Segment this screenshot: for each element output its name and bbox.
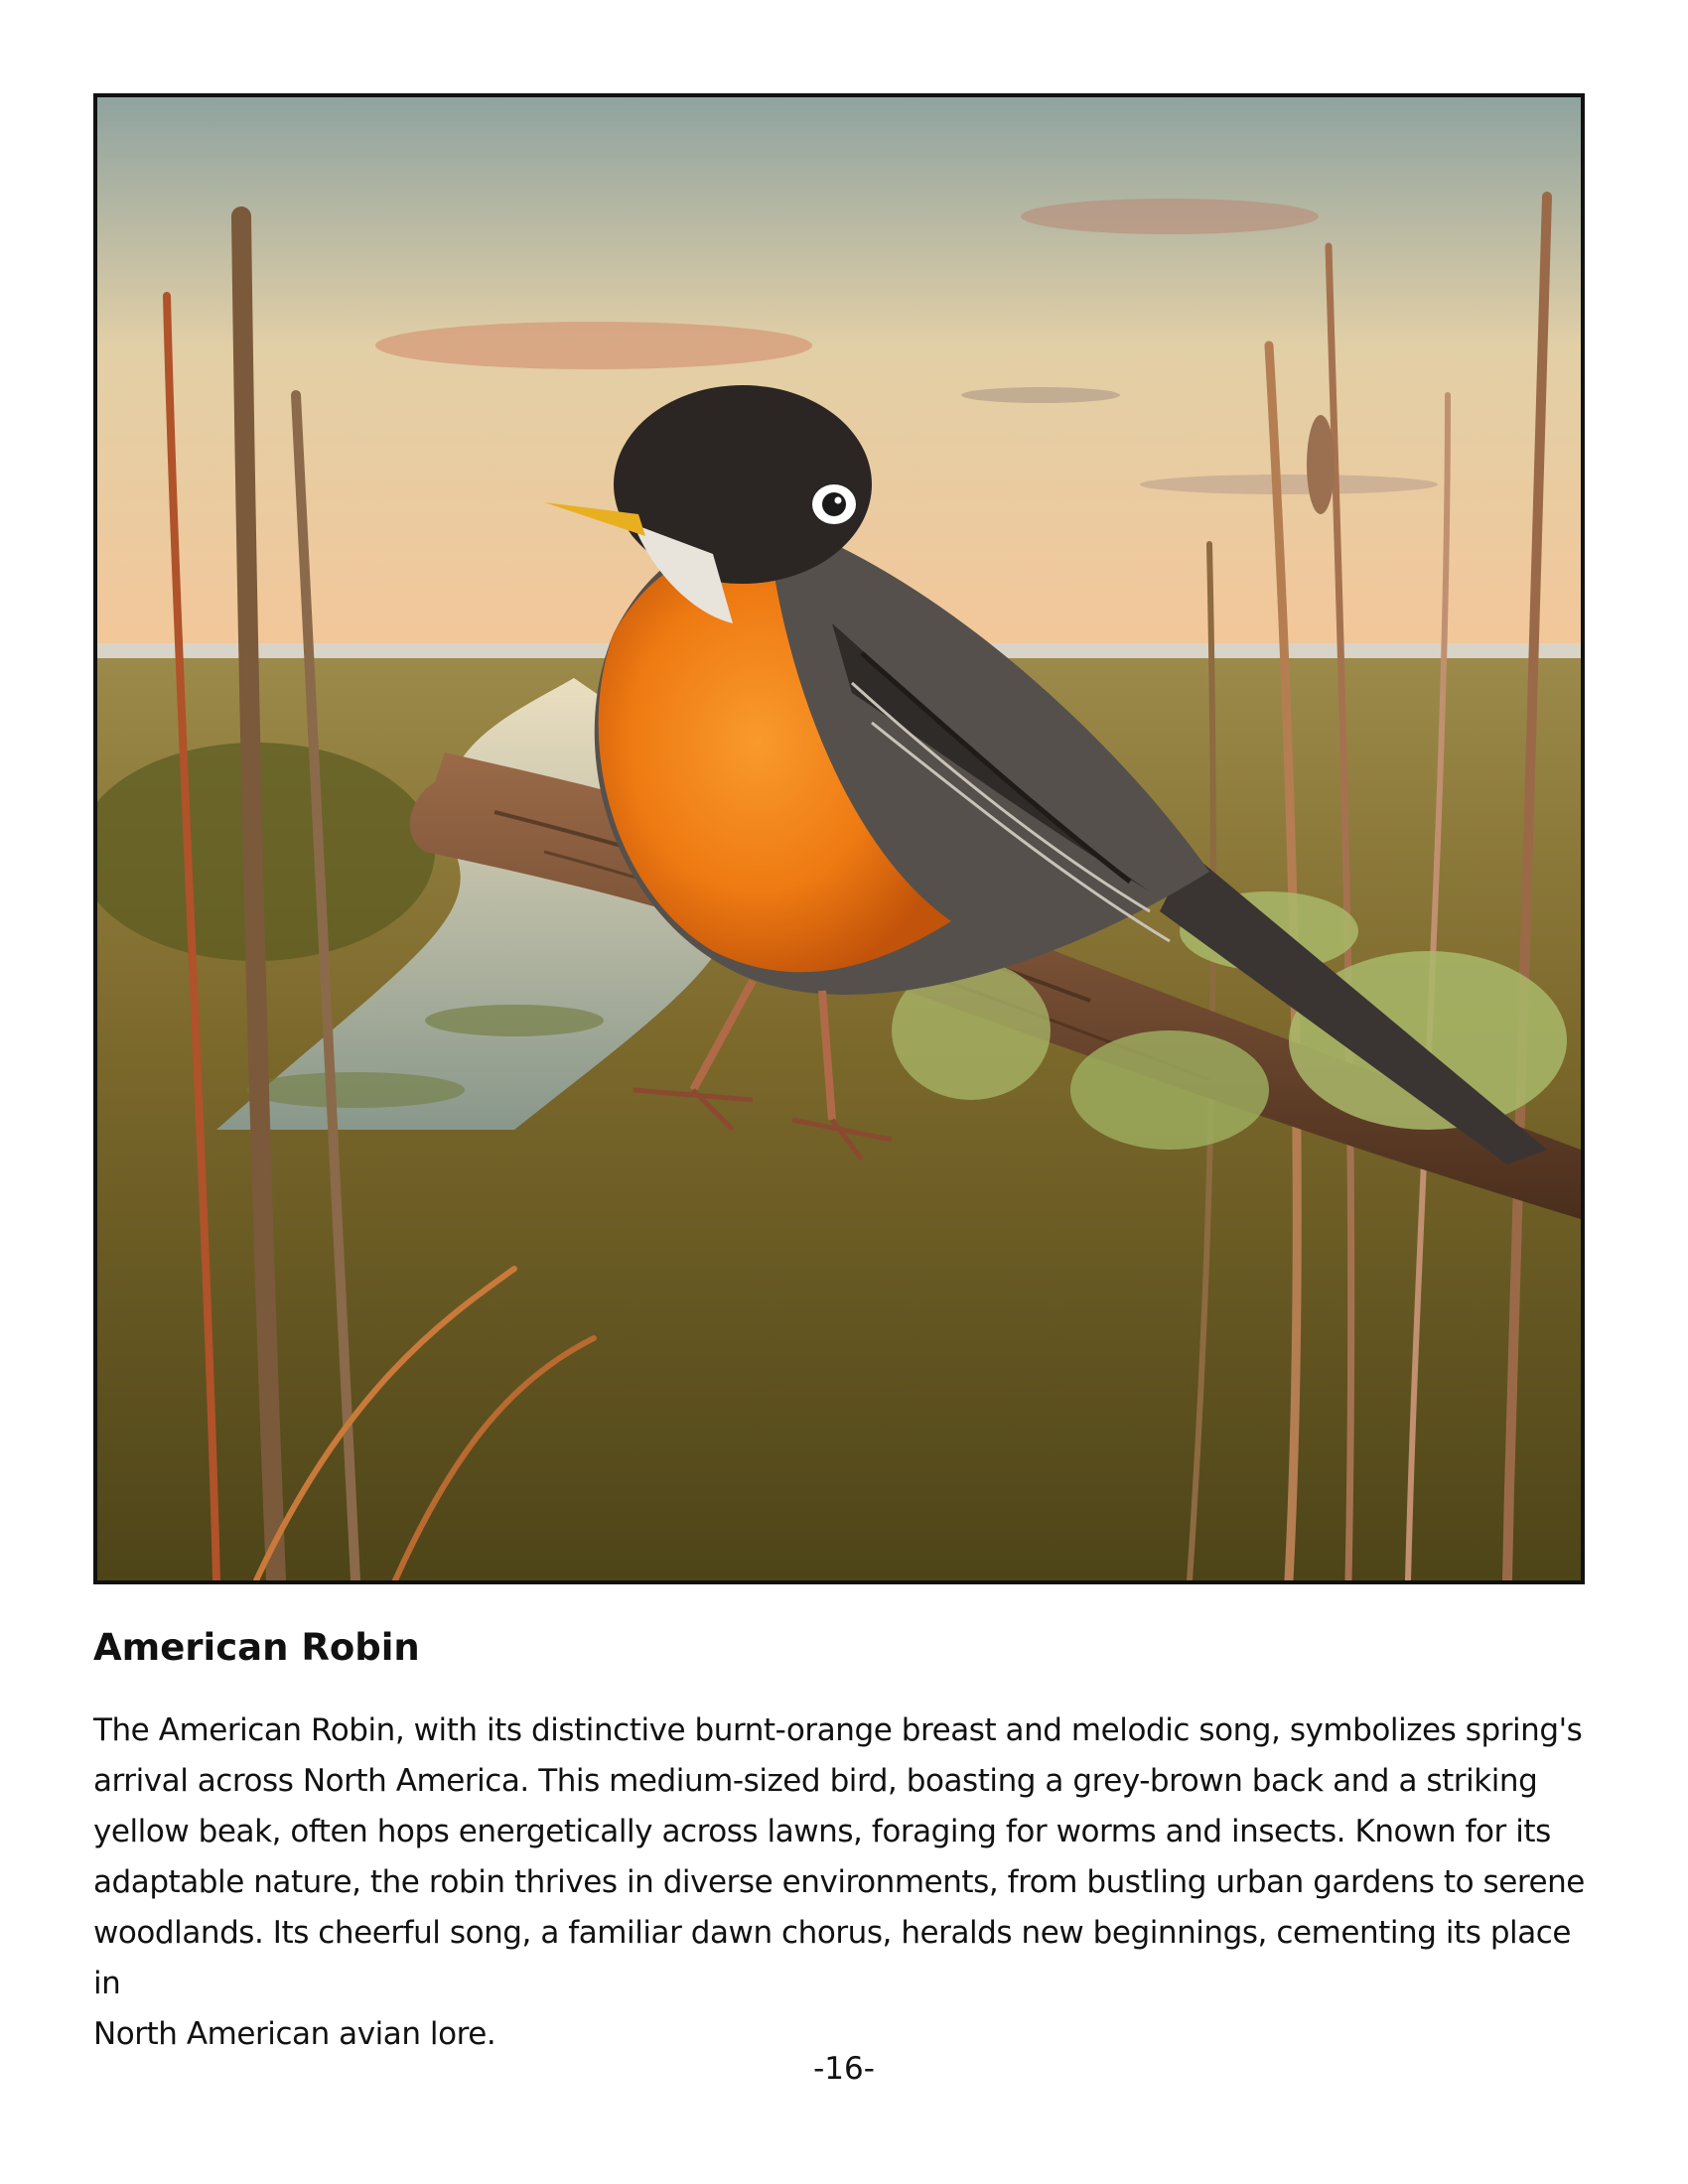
robin-illustration <box>93 93 1585 1584</box>
species-title: American Robin <box>93 1626 420 1669</box>
species-description: The American Robin, with its distinctive burnt-orange breast and melodic song, symbolizes spring's arrival across North America. This medium-sized bird, boasting a grey-brown back and a striking yellow beak, often hops energetically across lawns, foraging for worms and insects. Known for its adaptable nature, the robin thrives in diverse environments, from bustling urban gardens to serene woodlands. Its cheerful song, a familiar dawn chorus, heralds new beginnings, cementing its place in North American avian lore. <box>93 1712 1585 2052</box>
page-number: -16- <box>813 2051 875 2087</box>
